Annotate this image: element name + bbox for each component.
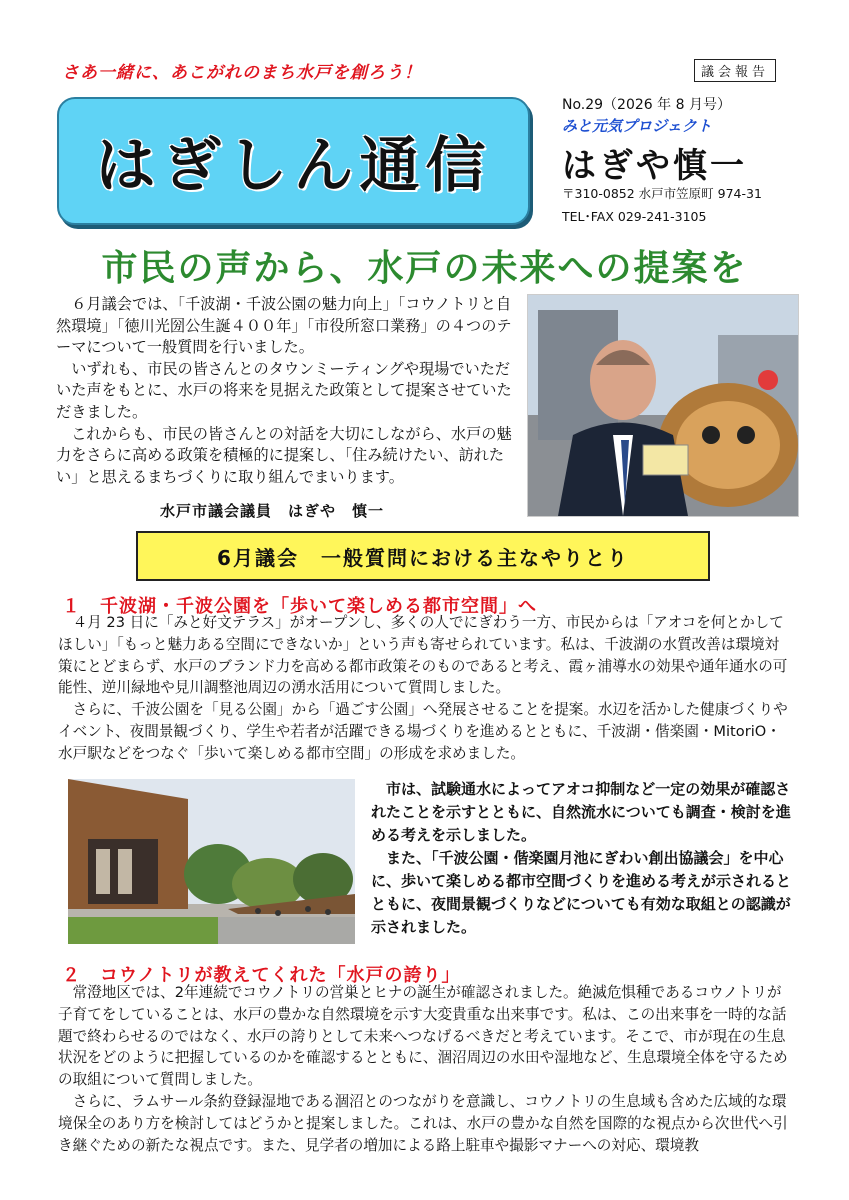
section1-answer-paragraph: 市は、試験通水によってアオコ抑制など一定の効果が確認されたことを示すとともに、自然流水についても調査・検討を進める考えを示しました。 xyxy=(371,780,791,844)
tel-fax: TEL･FAX 029-241-3105 xyxy=(562,209,707,224)
park-terrace-photo-illustration xyxy=(68,779,355,944)
section2-text xyxy=(58,982,792,1156)
section1-text xyxy=(58,612,792,765)
section1-answer-text xyxy=(371,778,793,939)
intro-paragraph: これからも、市民の皆さんとの対話を大切にしながら、水戸の魅力をさらに高める政策を積極的に提案し、「住み続けたい、訪れたい」と思えるまちづくりに取り組んでまいります。 xyxy=(56,424,512,486)
section-title: 6月議会 一般質問における主なやりとり xyxy=(136,531,710,581)
address: 〒310-0852 水戸市笠原町 974-31 xyxy=(562,186,762,201)
park-terrace-photo xyxy=(68,779,355,944)
portrait-photo xyxy=(527,294,799,517)
section2-paragraph: さらに、ラムサール条約登録湿地である涸沼とのつながりを意識し、コウノトリの生息域も含めた広域的な環境保全のあり方を検討してはどうかと提案しました。これは、水戸の豊かな自然を国際的な視点から次世代へ引き継ぐための新たな視点です。また、見学者の増加による路上駐車や撮影マナーへの対応、環境教 xyxy=(58,1092,788,1154)
intro-paragraph: ６月議会では、「千波湖・千波公園の魅力向上」「コウノトリと自然環境」「徳川光圀公生誕４００年」「市役所窓口業務」の４つのテーマについて一般質問を行いました。 xyxy=(56,295,512,357)
portrait-photo-illustration xyxy=(528,295,798,516)
signature: 水戸市議会議員 はぎや 慎一 xyxy=(160,502,385,520)
section2-heading: ２ コウノトリが教えてくれた「水戸の誇り」 xyxy=(62,965,461,986)
author-name: はぎや慎一 xyxy=(562,146,747,186)
intro-text xyxy=(56,294,518,488)
project-name: みと元気プロジェクト xyxy=(562,117,712,135)
issue-number: No.29（2026 年 8 月号） xyxy=(562,97,731,113)
section1-paragraph: さらに、千波公園を「見る公園」から「過ごす公園」へ発展させることを提案。水辺を活かした健康づくりやイベント、夜間景観づくり、学生や若者が活躍できる場づくりを進めるとともに、千波湖・偕楽園・MitoriO・水戸駅などをつなぐ「歩いて楽しめる都市空間」の形成を求めました。 xyxy=(58,701,788,762)
slogan: さあ一緒に、あこがれのまち水戸を創ろう！ xyxy=(62,63,422,83)
section1-paragraph: ４月 23 日に「みと好文テラス」がオープンし、多くの人でにぎわう一方、市民からは「アオコを何とかしてほしい」「もっと魅力ある空間にできないか」という声も寄せられています。私は、千波湖の水質改善は環境対策にとどまらず、水戸のブランド力を高める都市政策そのものであると考え、霞ヶ浦導水の効果や通年通水の可能性、逆川緑地や見川調整池周辺の湧水活用について質問しました。 xyxy=(58,614,788,697)
masthead-title: はぎしん通信 xyxy=(95,131,492,201)
section1-heading: １ 千波湖・千波公園を「歩いて楽しめる都市空間」へ xyxy=(62,596,537,617)
headline: 市民の声から、水戸の未来への提案を xyxy=(101,248,748,289)
masthead xyxy=(57,97,530,225)
intro-paragraph: いずれも、市民の皆さんとのタウンミーティングや現場でいただいた声をもとに、水戸の将来を見据えた政策として提案させていただきました。 xyxy=(56,359,512,421)
report-type-badge: 議会報告 xyxy=(694,59,776,82)
section1-answer-paragraph: また、「千波公園・偕楽園月池にぎわい創出協議会」を中心に、歩いて楽しめる都市空間づくりを進める考えが示されるとともに、夜間景観づくりなどについても有効な取組との認識が示されました。 xyxy=(371,849,792,936)
section2-paragraph: 常澄地区では、2年連続でコウノトリの営巣とヒナの誕生が確認されました。絶滅危惧種であるコウノトリが子育てをしていることは、水戸の豊かな自然環境を示す大変貴重な出来事です。私は、この出来事を一時的な話題で終わらせるのではなく、水戸の誇りとして未来へつなげるべきだと考えています。そこで、市が現在の生息状況をどのように把握しているのかを確認するとともに、涸沼周辺の水田や湿地など、生息環境全体を守るための取組について質問しました。 xyxy=(58,984,788,1089)
